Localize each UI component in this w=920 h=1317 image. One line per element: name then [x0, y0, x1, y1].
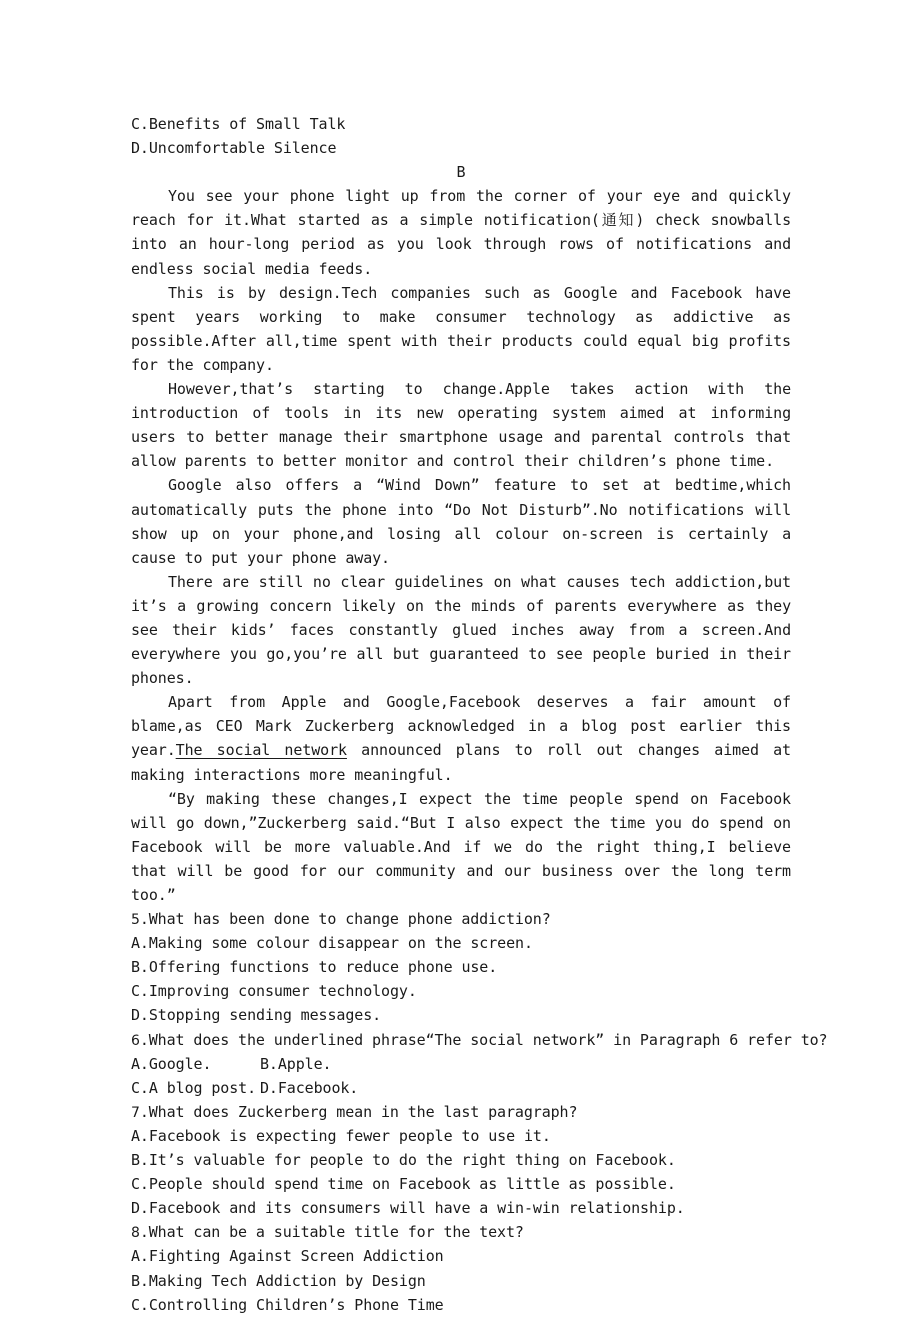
option-c: C.A blog post. [131, 1078, 257, 1097]
question-number: 8 [131, 1225, 140, 1242]
question-number: 6 [131, 1032, 140, 1049]
prev-option-d: D.Uncomfortable Silence [131, 139, 337, 158]
option-c: C.People should spend time on Facebook as little as possible. [131, 1175, 676, 1194]
underlined-phrase: The social network [175, 741, 347, 760]
question-text: .What can be a suitable title for the text? [139, 1223, 524, 1242]
question-text: .What does the underlined phrase“The social network” in Paragraph 6 refer to? [139, 1030, 828, 1049]
question-number: 5 [131, 912, 140, 929]
option-c: C.Improving consumer technology. [131, 982, 417, 1001]
paragraph-3: However,that’s starting to change.Apple takes action with the introduction of tools in its new operating system aimed at informing users to better manage their smartphone usage and parental controls that allow parents to better monitor and control their children’s phone time. [131, 380, 791, 471]
option-row [131, 1052, 791, 1076]
option-d: D.Facebook and its consumers will have a win-win relationship. [131, 1199, 685, 1218]
option-row [131, 1076, 791, 1100]
option-a: A.Making some colour disappear on the screen. [131, 934, 533, 953]
option-b: B.Apple. [260, 1054, 332, 1073]
paragraph-7: “By making these changes,I expect the time people spend on Facebook will go down,”Zuckerberg said.“But I also expect the time you do spend on Facebook will be more valuable.And if we do the right thing,I believe that will be good for our community and our business over the long term too.” [131, 789, 791, 904]
option-b: B.Offering functions to reduce phone use. [131, 958, 498, 977]
paragraph-6 [131, 690, 791, 786]
paragraph-5: There are still no clear guidelines on what causes tech addiction,but it’s a growing concern likely on the minds of parents everywhere as they see their kids’ faces constantly glued inches away from a screen.And everywhere you go,you’re all but guaranteed to see people buried in their phones. [131, 572, 791, 688]
question-text: .What has been done to change phone addiction? [139, 910, 551, 929]
paragraph-4: Google also offers a “Wind Down” feature to set at bedtime,which automatically puts the phone into “Do Not Disturb”.No notifications will show up on your phone,and losing all colour on-screen is certainly a cause to put your phone away. [131, 476, 791, 567]
question-8 [131, 1220, 791, 1244]
paragraph-6-before: Apart from Apple and Google,Facebook deserves a fair amount of blame,as CEO Mark Zuckerberg acknowledged in a blog post earlier this year. [131, 693, 791, 760]
option-d: D.Stopping sending messages. [131, 1006, 382, 1025]
prev-option-c: C.Benefits of Small Talk [131, 115, 346, 133]
option-b: B.Making Tech Addiction by Design [131, 1271, 426, 1290]
paragraph-1: You see your phone light up from the corner of your eye and quickly reach for it.What started as a simple notification(通知) check snowballs into an hour-long period as you look through rows of notifications and endless social media feeds. [131, 187, 791, 278]
option-c: C.Controlling Children’s Phone Time [131, 1295, 444, 1314]
option-a: A.Facebook is expecting fewer people to use it. [131, 1126, 551, 1145]
question-5 [131, 907, 791, 931]
paragraph-2: This is by design.Tech companies such as Google and Facebook have spent years working to make consumer technology as addictive as possible.After all,time spent with their products could equal big profits for the company. [131, 283, 791, 374]
document-page [131, 112, 828, 1317]
paragraph-6-after: announced plans to roll out changes aimed at making interactions more meaningful. [131, 741, 791, 784]
option-a: A.Fighting Against Screen Addiction [131, 1247, 444, 1266]
question-6 [131, 1028, 828, 1052]
question-text: .What does Zuckerberg mean in the last paragraph? [139, 1102, 578, 1121]
option-b: B.It’s valuable for people to do the right thing on Facebook. [131, 1151, 676, 1170]
option-d: D.Facebook. [260, 1078, 359, 1097]
section-label: B [456, 163, 466, 182]
question-7 [131, 1100, 791, 1124]
option-a: A.Google. [131, 1054, 212, 1073]
question-number: 7 [131, 1104, 140, 1121]
